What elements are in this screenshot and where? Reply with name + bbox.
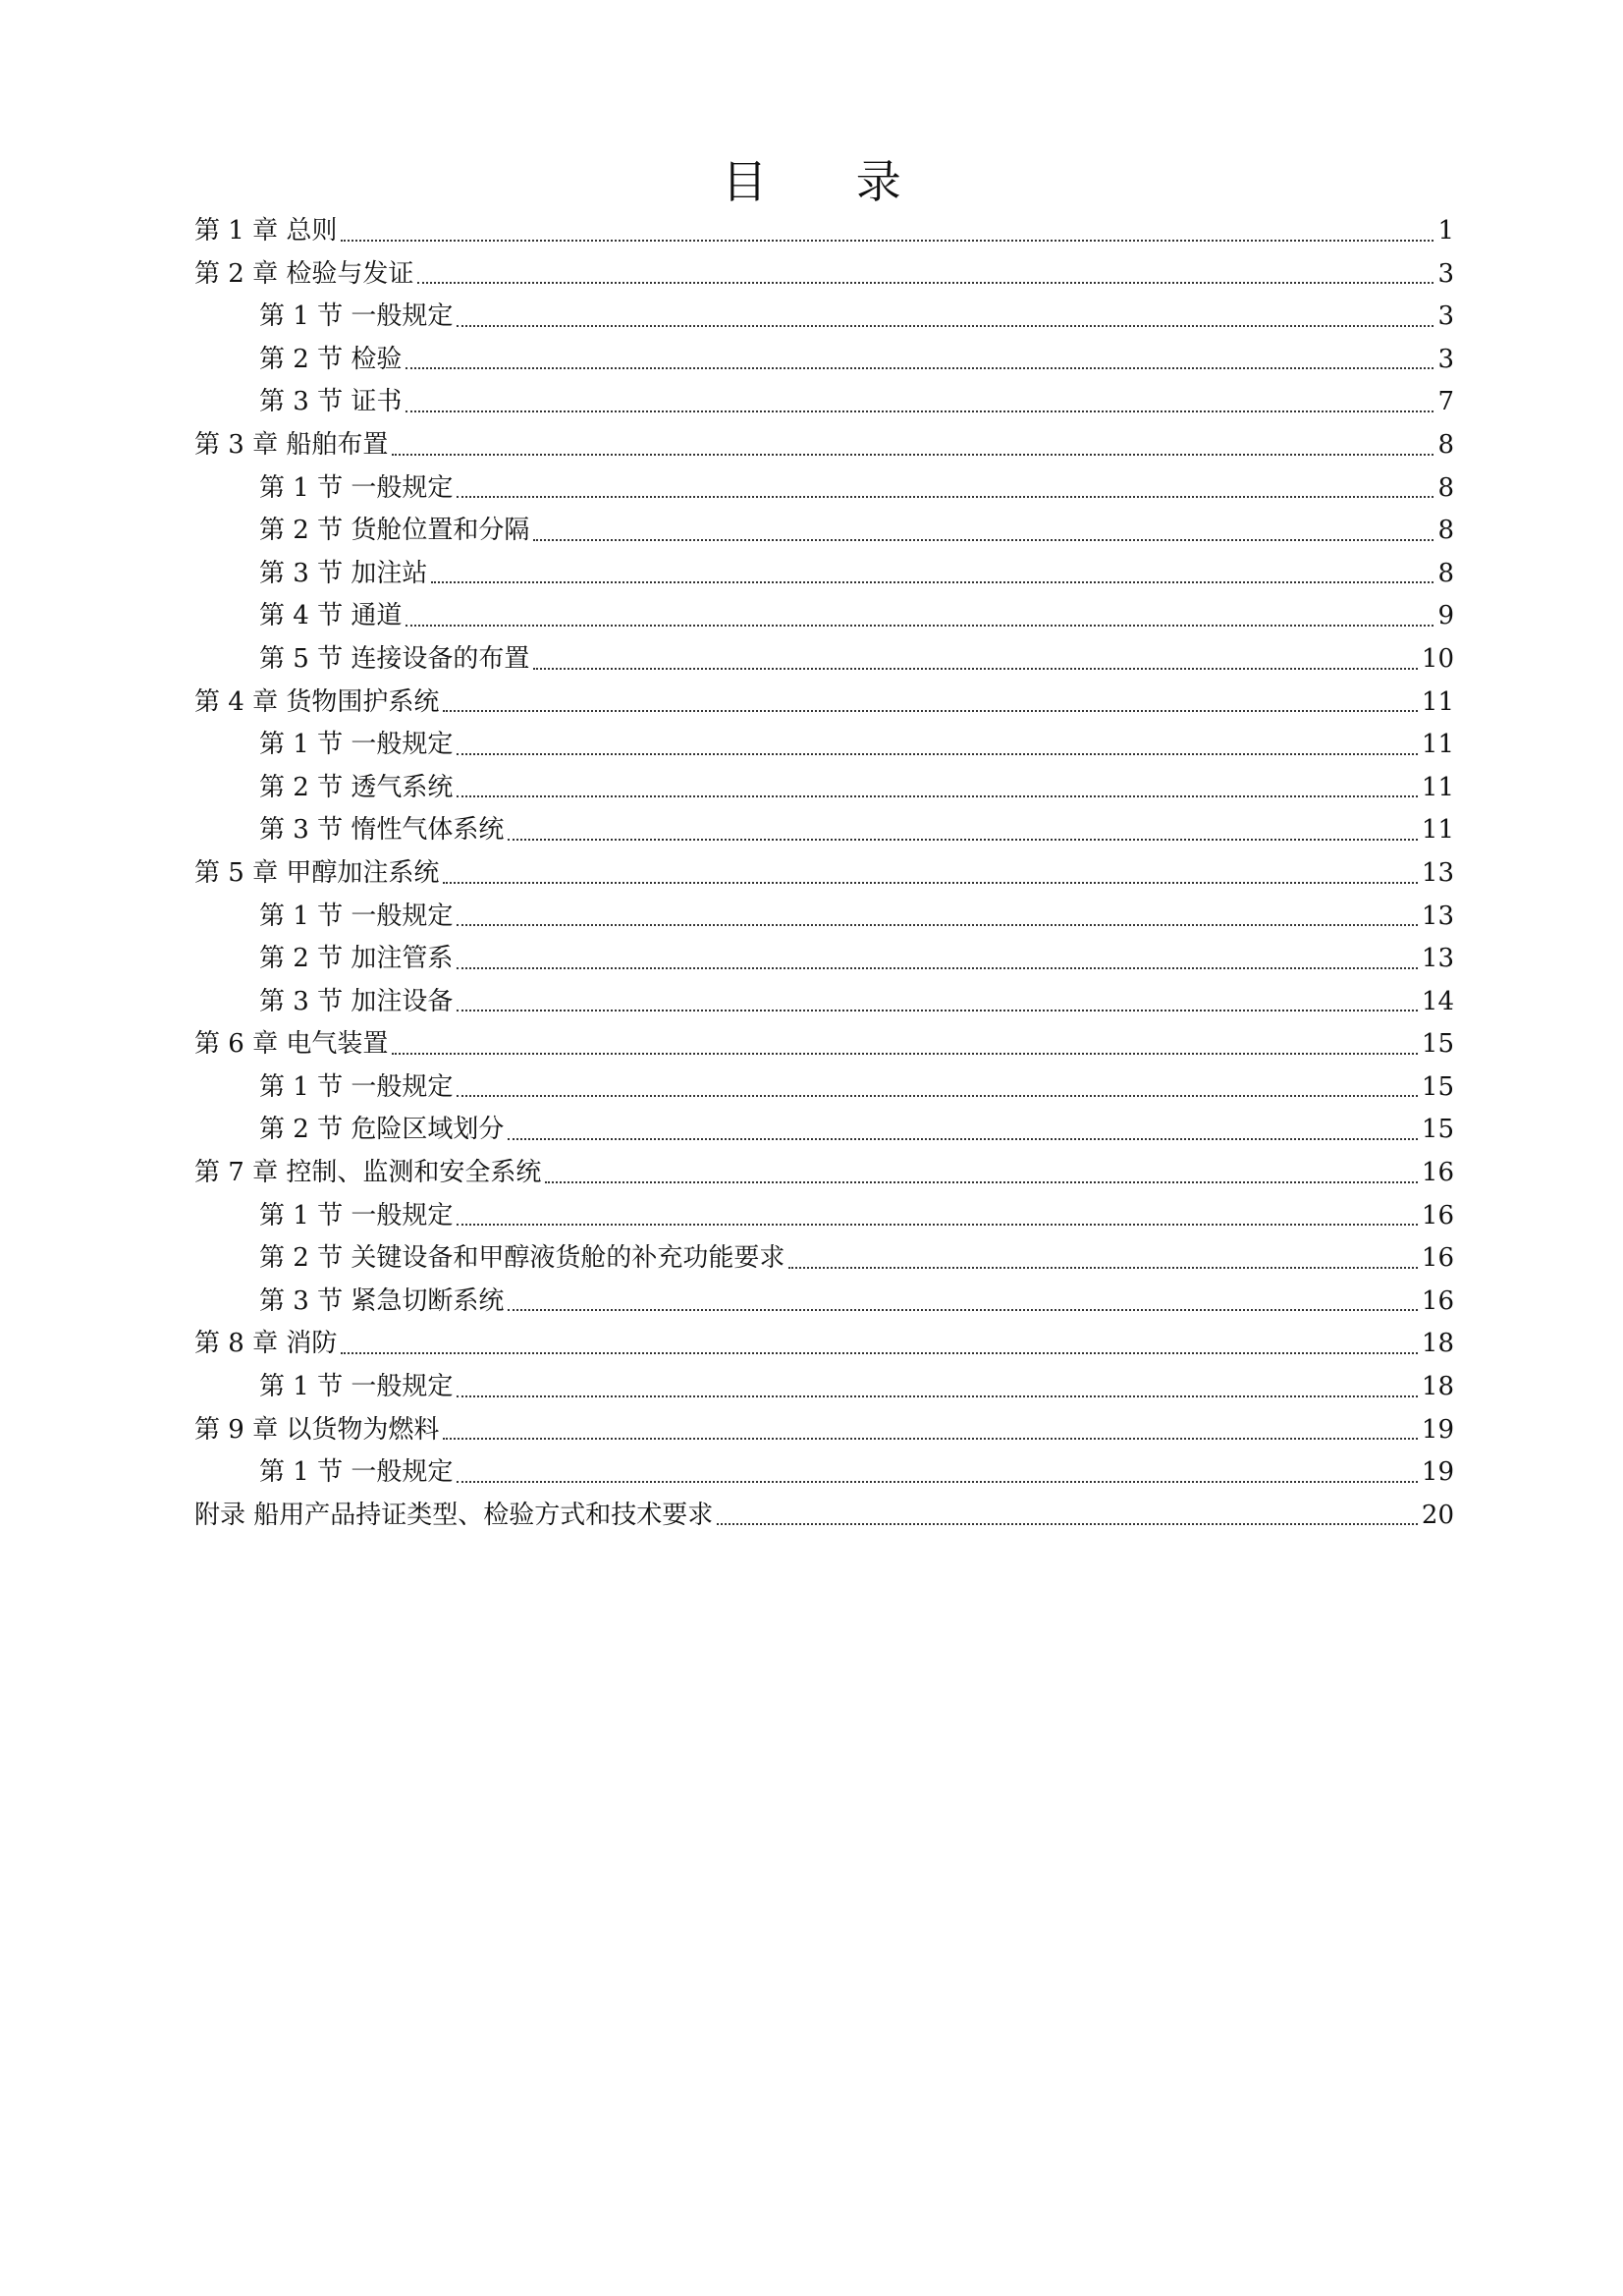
toc-dot-leader (457, 496, 1434, 498)
toc-entry-label: 第 1 节 一般规定 (259, 730, 454, 760)
toc-dot-leader (457, 1010, 1418, 1011)
toc-page-number: 3 (1437, 301, 1454, 332)
toc-section-entry[interactable] (194, 1366, 1454, 1409)
toc-dot-leader (406, 367, 1434, 369)
toc-entry-label: 第 1 章 总则 (194, 216, 338, 246)
toc-page-number: 1 (1437, 216, 1454, 246)
toc-section-entry[interactable] (194, 981, 1454, 1024)
toc-page-number: 16 (1421, 1285, 1454, 1316)
toc-page-number: 16 (1421, 1243, 1454, 1274)
toc-dot-leader (508, 1309, 1418, 1311)
toc-dot-leader (341, 240, 1434, 242)
toc-dot-leader (443, 1438, 1418, 1440)
toc-section-entry[interactable] (194, 467, 1454, 511)
toc-section-entry[interactable] (194, 1281, 1454, 1324)
toc-page-number: 18 (1421, 1372, 1454, 1402)
toc-page-number: 15 (1421, 1115, 1454, 1145)
toc-chapter-entry[interactable] (194, 682, 1454, 725)
toc-entry-label: 第 2 节 货舱位置和分隔 (259, 516, 530, 546)
toc-page-number: 13 (1421, 944, 1454, 974)
toc-page-number: 15 (1421, 1071, 1454, 1102)
toc-entry-label: 第 5 节 连接设备的布置 (259, 643, 530, 674)
toc-dot-leader (457, 1395, 1418, 1397)
toc-dot-leader (788, 1267, 1418, 1269)
toc-chapter-entry[interactable] (194, 210, 1454, 253)
toc-dot-leader (533, 668, 1418, 670)
toc-dot-leader (545, 1181, 1418, 1183)
toc-section-entry[interactable] (194, 595, 1454, 638)
toc-section-entry[interactable] (194, 1451, 1454, 1495)
toc-page-number: 3 (1437, 258, 1454, 289)
toc-chapter-entry[interactable] (194, 424, 1454, 467)
toc-dot-leader (406, 625, 1434, 627)
toc-entry-label: 第 9 章 以货物为燃料 (194, 1414, 440, 1445)
toc-dot-leader (392, 454, 1434, 456)
toc-entry-label: 第 1 节 一般规定 (259, 301, 454, 332)
toc-dot-leader (443, 710, 1418, 712)
toc-dot-leader (457, 1224, 1418, 1226)
toc-dot-leader (443, 882, 1418, 884)
toc-section-entry[interactable] (194, 724, 1454, 767)
toc-entry-label: 第 3 节 紧急切断系统 (259, 1285, 505, 1316)
toc-page-number: 10 (1421, 643, 1454, 674)
toc-page-number: 8 (1437, 472, 1454, 503)
toc-page-number: 16 (1421, 1158, 1454, 1188)
toc-entry-label: 第 2 节 检验 (259, 344, 403, 374)
toc-page-number: 11 (1421, 730, 1454, 760)
toc-dot-leader (431, 581, 1434, 583)
toc-section-entry[interactable] (194, 296, 1454, 339)
toc-entry-label: 第 1 节 一般规定 (259, 1200, 454, 1230)
toc-page-number: 11 (1421, 772, 1454, 802)
toc-page-number: 13 (1421, 857, 1454, 888)
toc-page-number: 11 (1421, 686, 1454, 717)
toc-dot-leader (457, 1481, 1418, 1483)
toc-entry-label: 附录 船用产品持证类型、检验方式和技术要求 (194, 1500, 714, 1530)
toc-entry-label: 第 1 节 一般规定 (259, 901, 454, 931)
toc-entry-label: 第 6 章 电气装置 (194, 1029, 389, 1060)
toc-entry-label: 第 2 节 危险区域划分 (259, 1115, 505, 1145)
toc-section-entry[interactable] (194, 896, 1454, 939)
toc-page-number: 8 (1437, 516, 1454, 546)
toc-entry-label: 第 4 节 通道 (259, 601, 403, 631)
toc-dot-leader (457, 1095, 1418, 1097)
toc-chapter-entry[interactable] (194, 1152, 1454, 1195)
toc-entry-label: 第 1 节 一般规定 (259, 472, 454, 503)
toc-entry-label: 第 2 节 关键设备和甲醇液货舱的补充功能要求 (259, 1243, 785, 1274)
toc-dot-leader (533, 539, 1434, 541)
toc-page-number: 3 (1437, 344, 1454, 374)
toc-dot-leader (457, 753, 1418, 755)
toc-section-entry[interactable] (194, 1195, 1454, 1238)
toc-dot-leader (341, 1352, 1418, 1354)
toc-chapter-entry[interactable] (194, 1323, 1454, 1366)
toc-dot-leader (508, 1138, 1418, 1140)
toc-chapter-entry[interactable] (194, 253, 1454, 297)
toc-dot-leader (392, 1053, 1418, 1055)
toc-page-number: 15 (1421, 1029, 1454, 1060)
toc-section-entry[interactable] (194, 339, 1454, 382)
toc-title: 目 录 (722, 155, 939, 208)
toc-page-number: 13 (1421, 901, 1454, 931)
toc-entry-label: 第 5 章 甲醇加注系统 (194, 857, 440, 888)
toc-entry-label: 第 3 节 证书 (259, 387, 403, 417)
toc-entry-label: 第 3 节 惰性气体系统 (259, 815, 505, 846)
toc-section-entry[interactable] (194, 381, 1454, 424)
toc-page-number: 19 (1421, 1457, 1454, 1488)
toc-chapter-entry[interactable] (194, 852, 1454, 896)
toc-entry-label: 第 2 章 检验与发证 (194, 258, 414, 289)
toc-dot-leader (717, 1523, 1418, 1525)
toc-chapter-entry[interactable] (194, 1023, 1454, 1066)
toc-page-number: 8 (1437, 429, 1454, 460)
toc-entry-label: 第 3 节 加注设备 (259, 986, 454, 1016)
toc-page-number: 7 (1437, 387, 1454, 417)
toc-page-number: 14 (1421, 986, 1454, 1016)
toc-page-number: 16 (1421, 1200, 1454, 1230)
toc-dot-leader (457, 924, 1418, 926)
toc-dot-leader (457, 967, 1418, 969)
toc-section-entry[interactable] (194, 1237, 1454, 1281)
toc-entry-label: 第 1 节 一般规定 (259, 1071, 454, 1102)
toc-entry-label: 第 4 章 货物围护系统 (194, 686, 440, 717)
toc-entry-label: 第 2 节 加注管系 (259, 944, 454, 974)
toc-entry-label: 第 3 章 船舶布置 (194, 429, 389, 460)
toc-section-entry[interactable] (194, 809, 1454, 852)
toc-page-number: 8 (1437, 558, 1454, 588)
toc-entry-label: 第 1 节 一般规定 (259, 1457, 454, 1488)
toc-dot-leader (457, 795, 1418, 797)
toc-section-entry[interactable] (194, 1109, 1454, 1152)
toc-page-number: 11 (1421, 815, 1454, 846)
toc-section-entry[interactable] (194, 638, 1454, 682)
toc-dot-leader (417, 282, 1434, 284)
toc-list (194, 210, 1454, 1537)
toc-page-number: 20 (1421, 1500, 1454, 1530)
toc-page-number: 19 (1421, 1414, 1454, 1445)
toc-dot-leader (457, 325, 1434, 327)
toc-entry-label: 第 3 节 加注站 (259, 558, 428, 588)
toc-section-entry[interactable] (194, 767, 1454, 810)
toc-entry-label: 第 2 节 透气系统 (259, 772, 454, 802)
toc-entry-label: 第 8 章 消防 (194, 1329, 338, 1359)
toc-entry-label: 第 7 章 控制、监测和安全系统 (194, 1158, 542, 1188)
toc-chapter-entry[interactable] (194, 1409, 1454, 1452)
toc-section-entry[interactable] (194, 1066, 1454, 1110)
toc-section-entry[interactable] (194, 553, 1454, 596)
toc-chapter-entry[interactable] (194, 1495, 1454, 1538)
toc-section-entry[interactable] (194, 938, 1454, 981)
toc-section-entry[interactable] (194, 510, 1454, 553)
toc-dot-leader (508, 839, 1418, 841)
toc-dot-leader (406, 410, 1434, 412)
toc-page-number: 18 (1421, 1329, 1454, 1359)
toc-entry-label: 第 1 节 一般规定 (259, 1372, 454, 1402)
toc-page-number: 9 (1437, 601, 1454, 631)
